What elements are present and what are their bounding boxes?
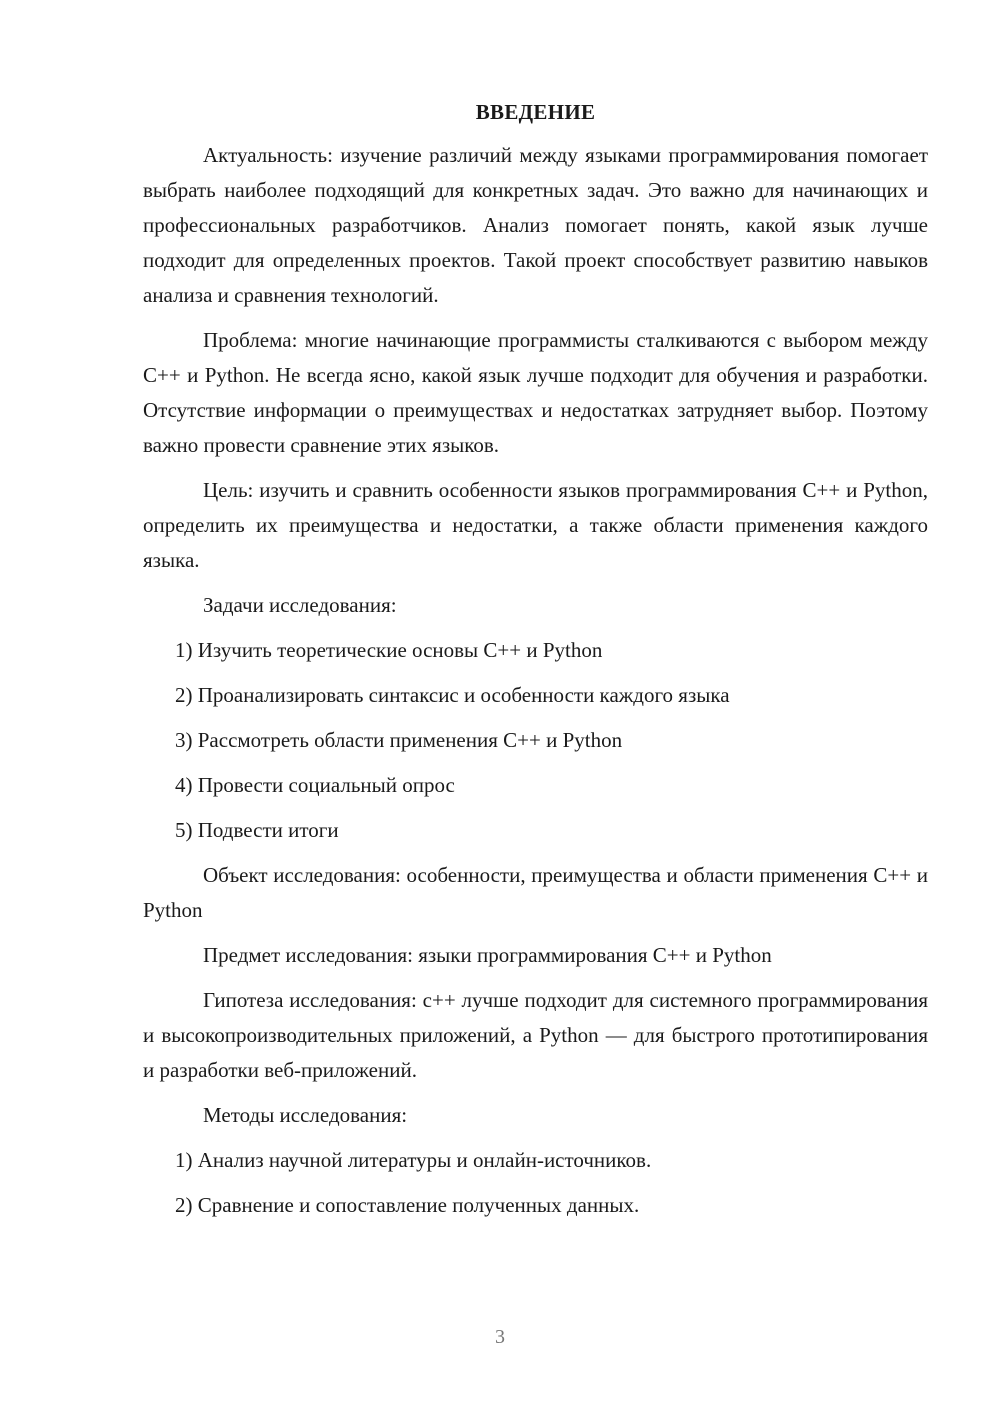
object-paragraph: Объект исследования: особенности, преимущества и области применения C++ и Python <box>143 863 928 922</box>
hypothesis-paragraph: Гипотеза исследования: с++ лучше подходит для системного программирования и высокопроизводительных приложений, а Python — для быстрого прототипирования и разработки веб-приложений. <box>143 988 928 1082</box>
task-item: 4) Провести социальный опрос <box>175 773 455 797</box>
task-item: 5) Подвести итоги <box>175 818 339 842</box>
subject-paragraph: Предмет исследования: языки программирования C++ и Python <box>203 943 772 967</box>
task-item: 1) Изучить теоретические основы C++ и Python <box>175 638 603 662</box>
relevance-paragraph: Актуальность: изучение различий между языками программирования помогает выбрать наиболее подходящий для конкретных задач. Это важно для начинающих и профессиональных разработчиков. Анализ помогает понять, какой язык лучше подходит для определенных проектов. Такой проект способствует развитию навыков анализа и сравнения технологий. <box>143 143 928 307</box>
method-item: 2) Сравнение и сопоставление полученных данных. <box>175 1193 640 1217</box>
task-item: 2) Проанализировать синтаксис и особенности каждого языка <box>175 683 730 707</box>
problem-paragraph: Проблема: многие начинающие программисты сталкиваются с выбором между C++ и Python. Не всегда ясно, какой язык лучше подходит для обучения и разработки. Отсутствие информации о преимуществах и недостатках затрудняет выбор. Поэтому важно провести сравнение этих языков. <box>143 328 928 457</box>
goal-paragraph: Цель: изучить и сравнить особенности языков программирования C++ и Python, определить их преимущества и недостатки, а также области применения каждого языка. <box>143 478 928 572</box>
page-title: ВВЕДЕНИЕ <box>475 100 596 124</box>
tasks-title: Задачи исследования: <box>203 593 397 617</box>
methods-title: Методы исследования: <box>203 1103 408 1127</box>
page-content <box>143 96 928 1233</box>
task-item: 3) Рассмотреть области применения C++ и Python <box>175 728 623 752</box>
method-item: 1) Анализ научной литературы и онлайн-источников. <box>175 1148 652 1172</box>
page-number: 3 <box>495 1326 505 1348</box>
